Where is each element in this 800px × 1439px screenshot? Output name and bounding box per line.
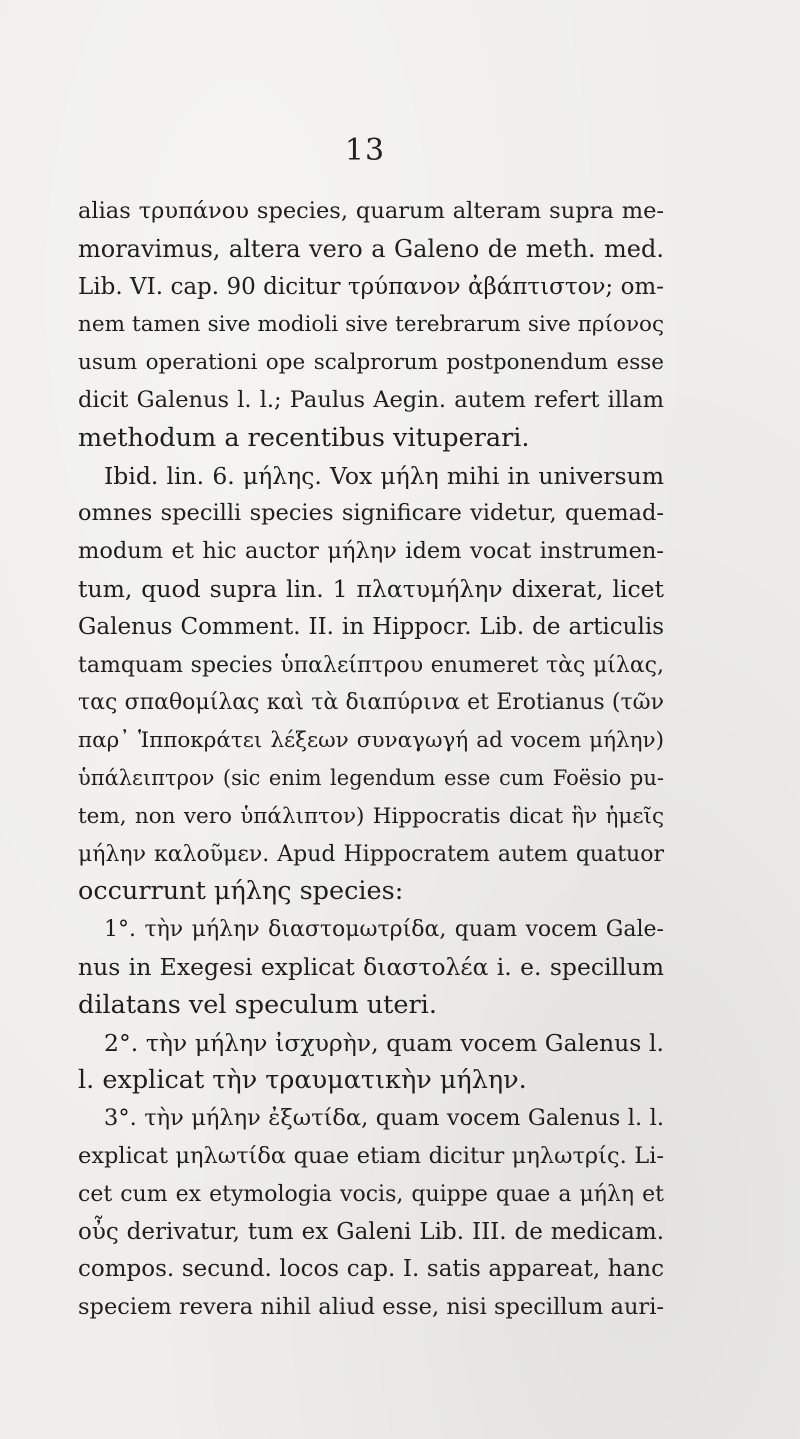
text-line: speciem revera nihil aliud esse, nisi specillum auri- bbox=[78, 1294, 664, 1321]
text-line: Galenus Comment. II. in Hippocr. Lib. de articulis bbox=[78, 613, 664, 640]
text-line: παρ᾽ Ἱπποκράτει λέξεων συναγωγή ad vocem μήλην) bbox=[78, 728, 664, 754]
text-line: μήλην καλοῦμεν. Apud Hippocratem autem quatuor bbox=[78, 841, 664, 867]
text-line: nus in Exegesi explicat διαστολέα i. e. specillum bbox=[78, 952, 664, 981]
text-line: usum operationi ope scalprorum postponendum esse bbox=[78, 350, 664, 376]
text-line: οὖς derivatur, tum ex Galeni Lib. III. de medicam. bbox=[78, 1218, 664, 1245]
text-line: nem tamen sive modioli sive terebrarum sive πρίονος bbox=[78, 312, 664, 338]
text-line: τας σπαθομίλας καὶ τὰ διαπύρινα et Erotianus (τῶν bbox=[78, 690, 664, 716]
text-line: alias τρυπάνου species, quarum alteram supra me- bbox=[78, 198, 664, 224]
text-line: tem, non vero ὑπάλιπτον) Hippocratis dicat ἣν ἡμεῖς bbox=[78, 803, 664, 829]
text-line: dicit Galenus l. l.; Paulus Aegin. autem refert illam bbox=[78, 386, 664, 413]
text-line: Ibid. lin. 6. μήλης. Vox μήλη mihi in universum bbox=[104, 461, 664, 490]
text-line: tum, quod supra lin. 1 πλατυμήλην dixerat, licet bbox=[78, 574, 664, 603]
list-item-line: 3°. τὴν μήλην ἐξωτίδα, quam vocem Galenus l. l. bbox=[104, 1105, 664, 1132]
text-line: ὑπάλειπτρον (sic enim legendum esse cum Foësio pu- bbox=[78, 765, 664, 790]
text-line: tamquam species ὑπαλείπτρου enumeret τὰς μίλας, bbox=[78, 652, 664, 678]
text-line: methodum a recentibus vituperari. bbox=[78, 422, 530, 453]
text-line: dilatans vel speculum uteri. bbox=[78, 989, 437, 1020]
text-line: occurrunt μήλης species: bbox=[78, 876, 404, 907]
text-line: cet cum ex etymologia vocis, quippe quae a μήλη et bbox=[78, 1181, 664, 1207]
text-line: l. explicat τὴν τραυματικὴν μήλην. bbox=[78, 1065, 527, 1096]
text-line: Lib. VI. cap. 90 dicitur τρύπανον ἀβάπτιστον; om- bbox=[78, 273, 664, 300]
list-item-line: 1°. τὴν μήλην διαστομωτρίδα, quam vocem Gale- bbox=[104, 917, 664, 943]
text-line: modum et hic auctor μήλην idem vocat instrumen- bbox=[78, 538, 664, 565]
page-number: 13 bbox=[344, 133, 386, 168]
text-line: omnes specilli species significare videtur, quemad- bbox=[78, 500, 664, 527]
text-line: compos. secund. locos cap. I. satis appareat, hanc bbox=[78, 1256, 664, 1283]
list-item-line: 2°. τὴν μήλην ἰσχυρὴν, quam vocem Galenus l. bbox=[104, 1028, 664, 1057]
body-text bbox=[78, 193, 664, 1327]
text-line: moravimus, altera vero a Galeno de meth. med. bbox=[78, 234, 664, 263]
text-line: explicat μηλωτίδα quae etiam dicitur μηλωτρίς. Li- bbox=[78, 1142, 664, 1169]
